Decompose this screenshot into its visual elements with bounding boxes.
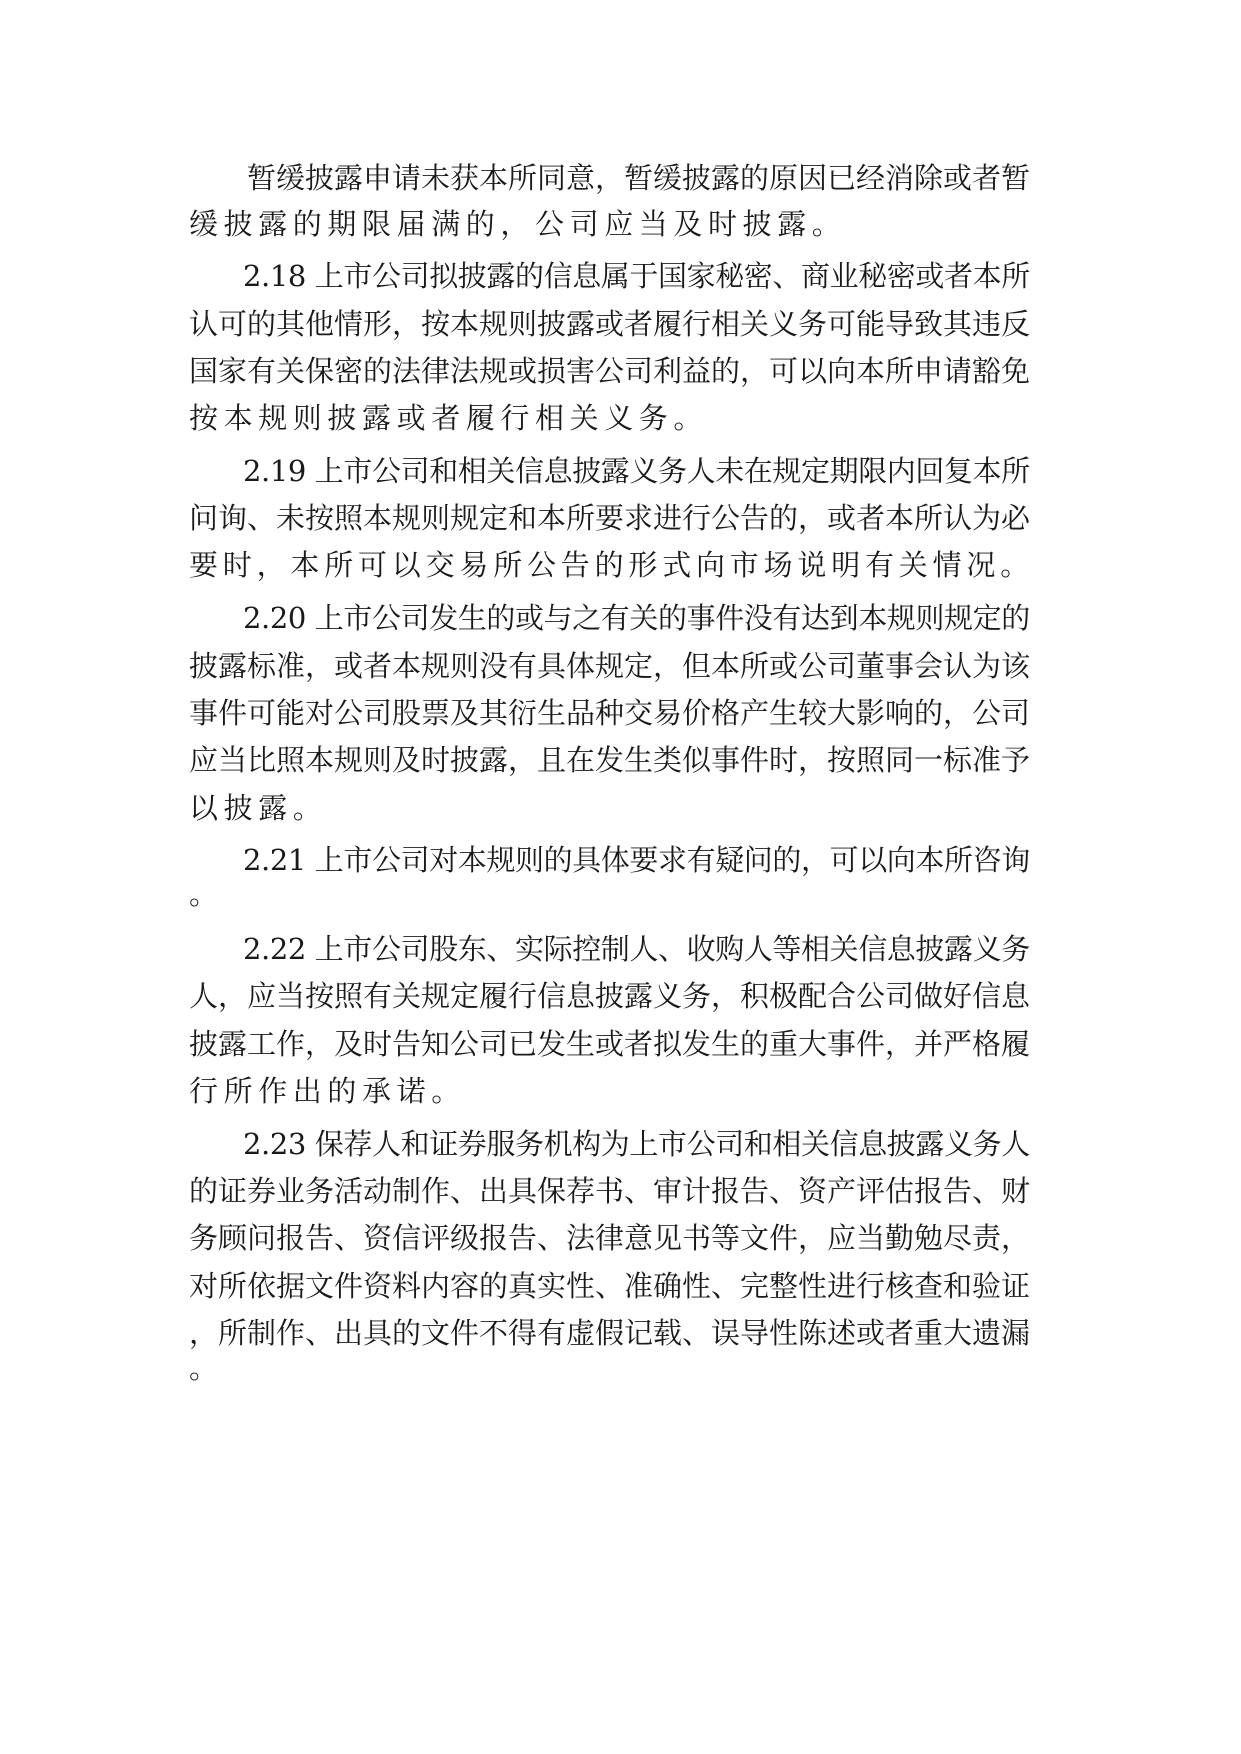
paragraph-line: 披露工作，及时告知公司已发生或者拟发生的重大事件，并严格履 — [189, 1027, 1031, 1061]
paragraph-line: 以披露。 — [189, 791, 328, 825]
paragraph-line: 2.18 上市公司拟披露的信息属于国家秘密、商业秘密或者本所 — [243, 259, 1030, 293]
paragraph-line: 2.20 上市公司发生的或与之有关的事件没有达到本规则规定的 — [243, 601, 1030, 635]
paragraph-line: 国家有关保密的法律法规或损害公司利益的，可以向本所申请豁免 — [189, 354, 1031, 388]
paragraph-line: 。 — [189, 877, 224, 911]
paragraph-line: 行所作出的承诺。 — [189, 1074, 466, 1108]
paragraph-line: 认可的其他情形，按本规则披露或者履行相关义务可能导致其违反 — [189, 307, 1031, 341]
paragraph-line: ，所制作、出具的文件不得有虚假记载、误导性陈述或者重大遗漏 — [189, 1316, 1031, 1350]
paragraph-line: 事件可能对公司股票及其衍生品种交易价格产生较大影响的，公司 — [189, 696, 1031, 730]
paragraph-line: 要时，本所可以交易所公告的形式向市场说明有关情况。 — [189, 548, 1035, 582]
paragraph-line: 对所依据文件资料内容的真实性、准确性、完整性进行核查和验证 — [189, 1269, 1031, 1303]
paragraph-line: 2.22 上市公司股东、实际控制人、收购人等相关信息披露义务 — [243, 932, 1030, 966]
paragraph-line: 的证券业务活动制作、出具保荐书、审计报告、资产评估报告、财 — [189, 1174, 1031, 1208]
paragraph-line: 2.21 上市公司对本规则的具体要求有疑问的，可以向本所咨询 — [243, 843, 1030, 877]
paragraph-line: 暂缓披露申请未获本所同意，暂缓披露的原因已经消除或者暂 — [247, 161, 1031, 195]
paragraph-line: 2.23 保荐人和证券服务机构为上市公司和相关信息披露义务人 — [243, 1127, 1030, 1161]
paragraph-line: 按本规则披露或者履行相关义务。 — [189, 401, 709, 435]
paragraph-line: 问询、未按照本规则规定和本所要求进行公告的，或者本所认为必 — [189, 501, 1031, 535]
paragraph-line: 应当比照本规则及时披露，且在发生类似事件时，按照同一标准予 — [189, 743, 1031, 777]
paragraph-line: 2.19 上市公司和相关信息披露义务人未在规定期限内回复本所 — [243, 454, 1030, 488]
paragraph-line: 缓披露的期限届满的，公司应当及时披露。 — [189, 207, 847, 241]
paragraph-line: 人，应当按照有关规定履行信息披露义务，积极配合公司做好信息 — [189, 979, 1031, 1013]
paragraph-line: 披露标准，或者本规则没有具体规定，但本所或公司董事会认为该 — [189, 649, 1031, 683]
paragraph-line: 务顾问报告、资信评级报告、法律意见书等文件，应当勤勉尽责， — [189, 1221, 1031, 1255]
paragraph-line: 。 — [189, 1351, 224, 1385]
